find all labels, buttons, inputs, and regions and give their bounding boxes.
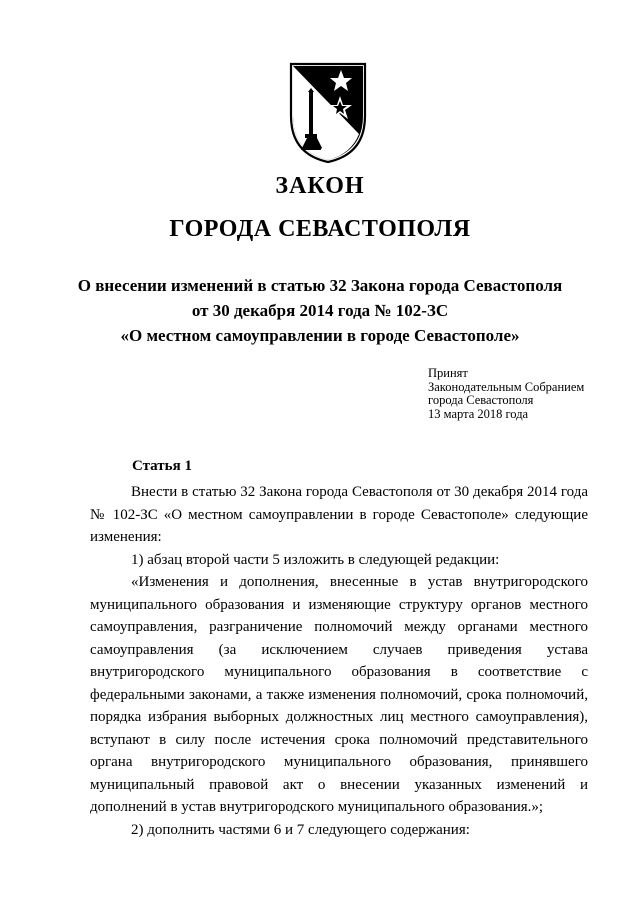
sevastopol-coat-of-arms-icon bbox=[283, 58, 373, 166]
article-body bbox=[90, 481, 588, 841]
subject-line: «О местном самоуправлении в городе Севастополе» bbox=[120, 326, 520, 345]
article-heading: Статья 1 bbox=[132, 458, 192, 474]
paragraph: 1) абзац второй части 5 изложить в следующей редакции: bbox=[131, 551, 500, 568]
adoption-line: Принят bbox=[428, 366, 468, 380]
paragraph: 2) дополнить частями 6 и 7 следующего содержания: bbox=[131, 821, 470, 838]
paragraph: «Изменения и дополнения, внесенные в устав внутригородского муниципального образования и изменяющие структуру органов местного самоуправления, разграничение полномочий между органами местного самоуправления (за исключением случаев приведения устава внутригородского муниципального образования в соответствие с федеральными законами, а также изменения полномочий, срока полномочий, порядка избрания выборных должностных лиц местного самоуправления), вступают в силу после истечения срока полномочий представительного органа внутригородского муниципального образования, принявшего муниципальный правовой акт о внесении указанных изменений и дополнений в устав внутригородского муниципального образования.»; bbox=[90, 574, 588, 815]
law-title: ЗАКОН bbox=[275, 173, 365, 199]
adoption-date: 13 марта 2018 года bbox=[428, 406, 529, 421]
law-subject bbox=[0, 273, 640, 348]
adoption-line: города Севастополя bbox=[428, 393, 534, 407]
adoption-note bbox=[428, 367, 584, 421]
subject-line: от 30 декабря 2014 года № 102-ЗС bbox=[191, 301, 449, 320]
subject-line: О внесении изменений в статью 32 Закона города Севастополя bbox=[77, 276, 563, 295]
adoption-line: Законодательным Собранием bbox=[428, 379, 585, 394]
paragraph: Внести в статью 32 Закона города Севастополя от 30 декабря 2014 года № 102-ЗС «О местном самоуправлении в городе Севастополе» следующие изменения: bbox=[90, 484, 588, 545]
law-city: ГОРОДА СЕВАСТОПОЛЯ bbox=[169, 216, 471, 242]
